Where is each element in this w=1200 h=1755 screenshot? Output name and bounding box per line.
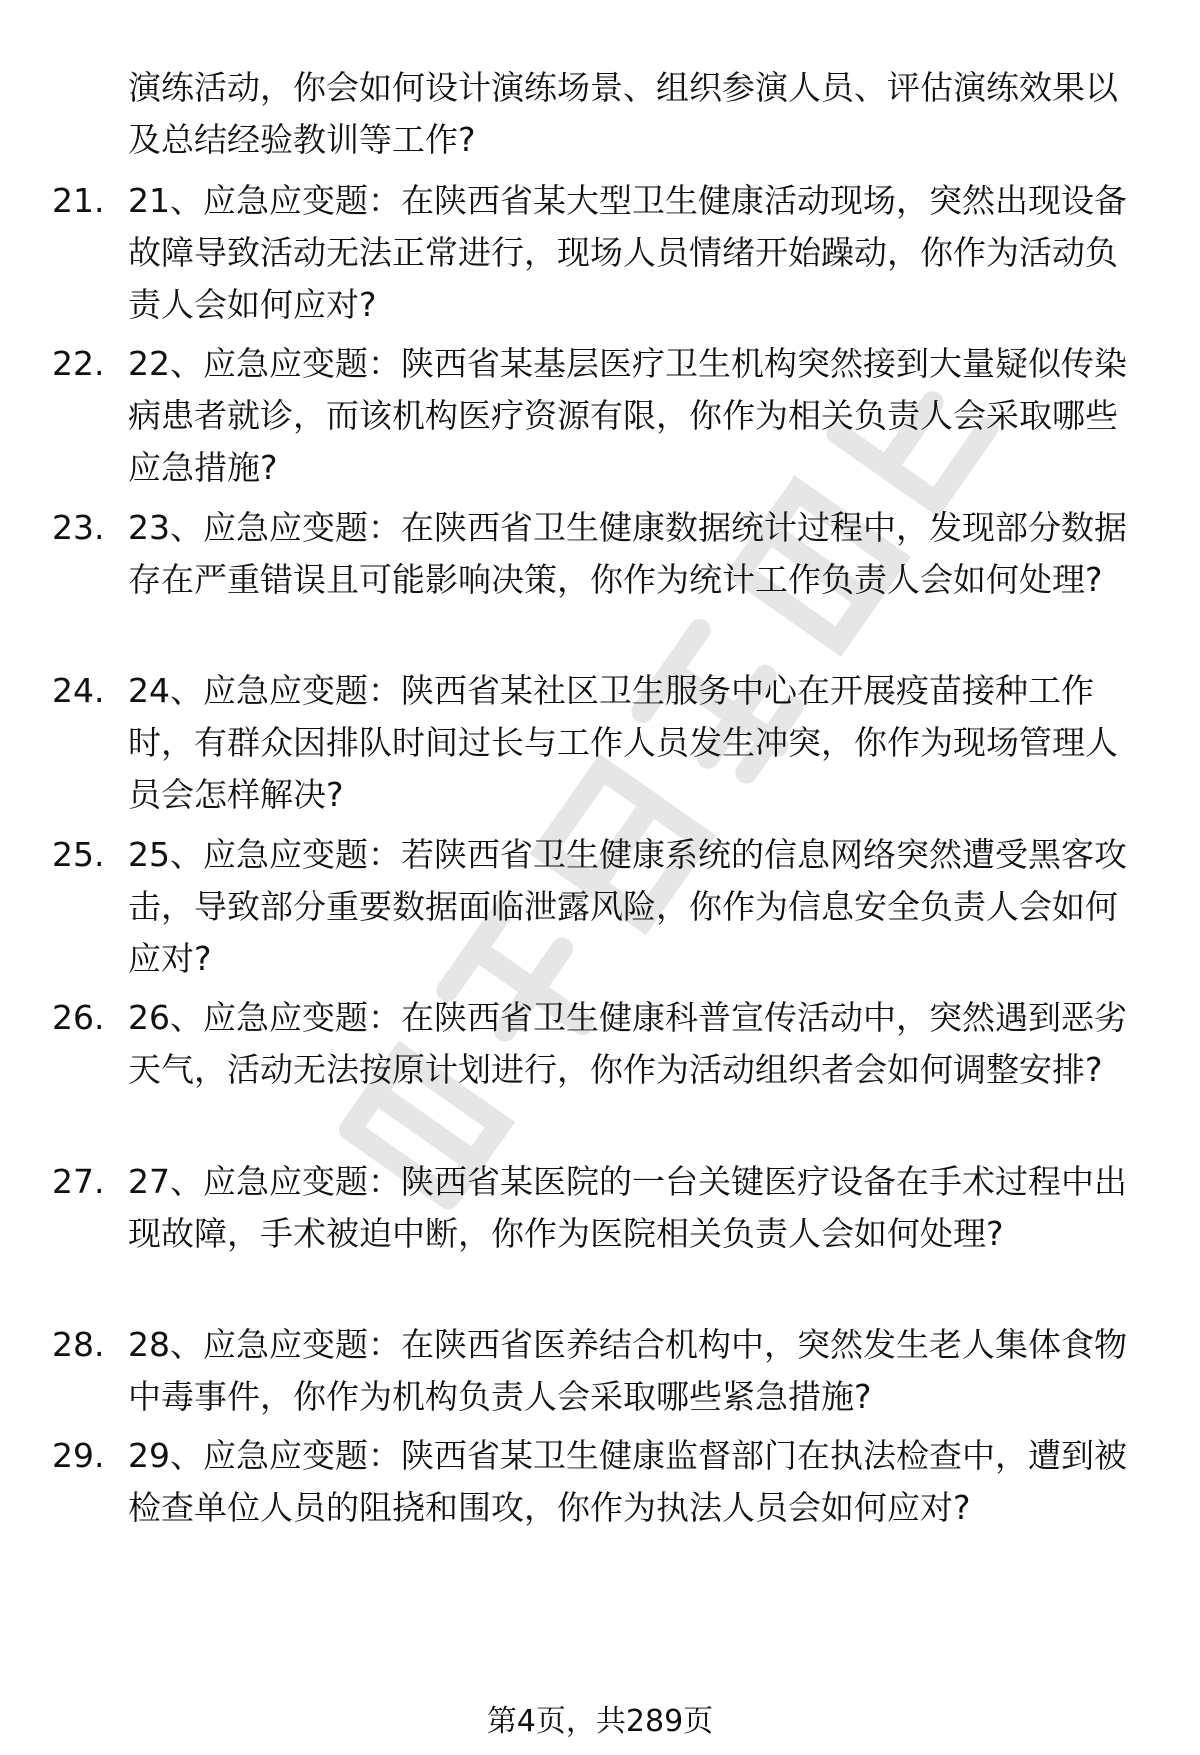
- item-text: 26、应急应变题：在陕西省卫生健康科普宣传活动中，突然遇到恶劣天气，活动无法按原计划进行，你作为活动组织者会如何调整安排?: [128, 998, 1127, 1089]
- item-number: 21.: [52, 181, 105, 220]
- item-number: 24.: [52, 671, 105, 710]
- item-text: 28、应急应变题：在陕西省医养结合机构中，突然发生老人集体食物中毒事件，你作为机构负责人会采取哪些紧急措施?: [128, 1325, 1127, 1416]
- item-number: 25.: [52, 835, 105, 874]
- item-number: 28.: [52, 1325, 105, 1364]
- intro-paragraph: 演练活动，你会如何设计演练场景、组织参演人员、评估演练效果以及总结经验教训等工作?: [128, 68, 1118, 159]
- item-number: 29.: [52, 1436, 105, 1475]
- page-footer: 第4页，共289页: [486, 1704, 714, 1739]
- item-text: 24、应急应变题：陕西省某社区卫生服务中心在开展疫苗接种工作时，有群众因排队时间过长与工作人员发生冲突，你作为现场管理人员会怎样解决?: [128, 671, 1118, 814]
- item-text: 27、应急应变题：陕西省某医院的一台关键医疗设备在手术过程中出现故障，手术被迫中断，你作为医院相关负责人会如何处理?: [128, 1162, 1127, 1253]
- item-number: 26.: [52, 998, 105, 1037]
- item-text: 29、应急应变题：陕西省某卫生健康监督部门在执法检查中，遭到被检查单位人员的阻挠和围攻，你作为执法人员会如何应对?: [128, 1436, 1127, 1527]
- item-text: 25、应急应变题：若陕西省卫生健康系统的信息网络突然遭受黑客攻击，导致部分重要数据面临泄露风险，你作为信息安全负责人会如何应对?: [128, 835, 1127, 978]
- item-number: 23.: [52, 508, 105, 547]
- item-text: 22、应急应变题：陕西省某基层医疗卫生机构突然接到大量疑似传染病患者就诊，而该机构医疗资源有限，你作为相关负责人会采取哪些应急措施?: [128, 344, 1127, 487]
- item-number: 22.: [52, 344, 105, 383]
- item-text: 21、应急应变题：在陕西省某大型卫生健康活动现场，突然出现设备故障导致活动无法正常进行，现场人员情绪开始躁动，你作为活动负责人会如何应对?: [128, 181, 1127, 324]
- item-number: 27.: [52, 1162, 105, 1201]
- item-text: 23、应急应变题：在陕西省卫生健康数据统计过程中，发现部分数据存在严重错误且可能影响决策，你作为统计工作负责人会如何处理?: [128, 508, 1127, 599]
